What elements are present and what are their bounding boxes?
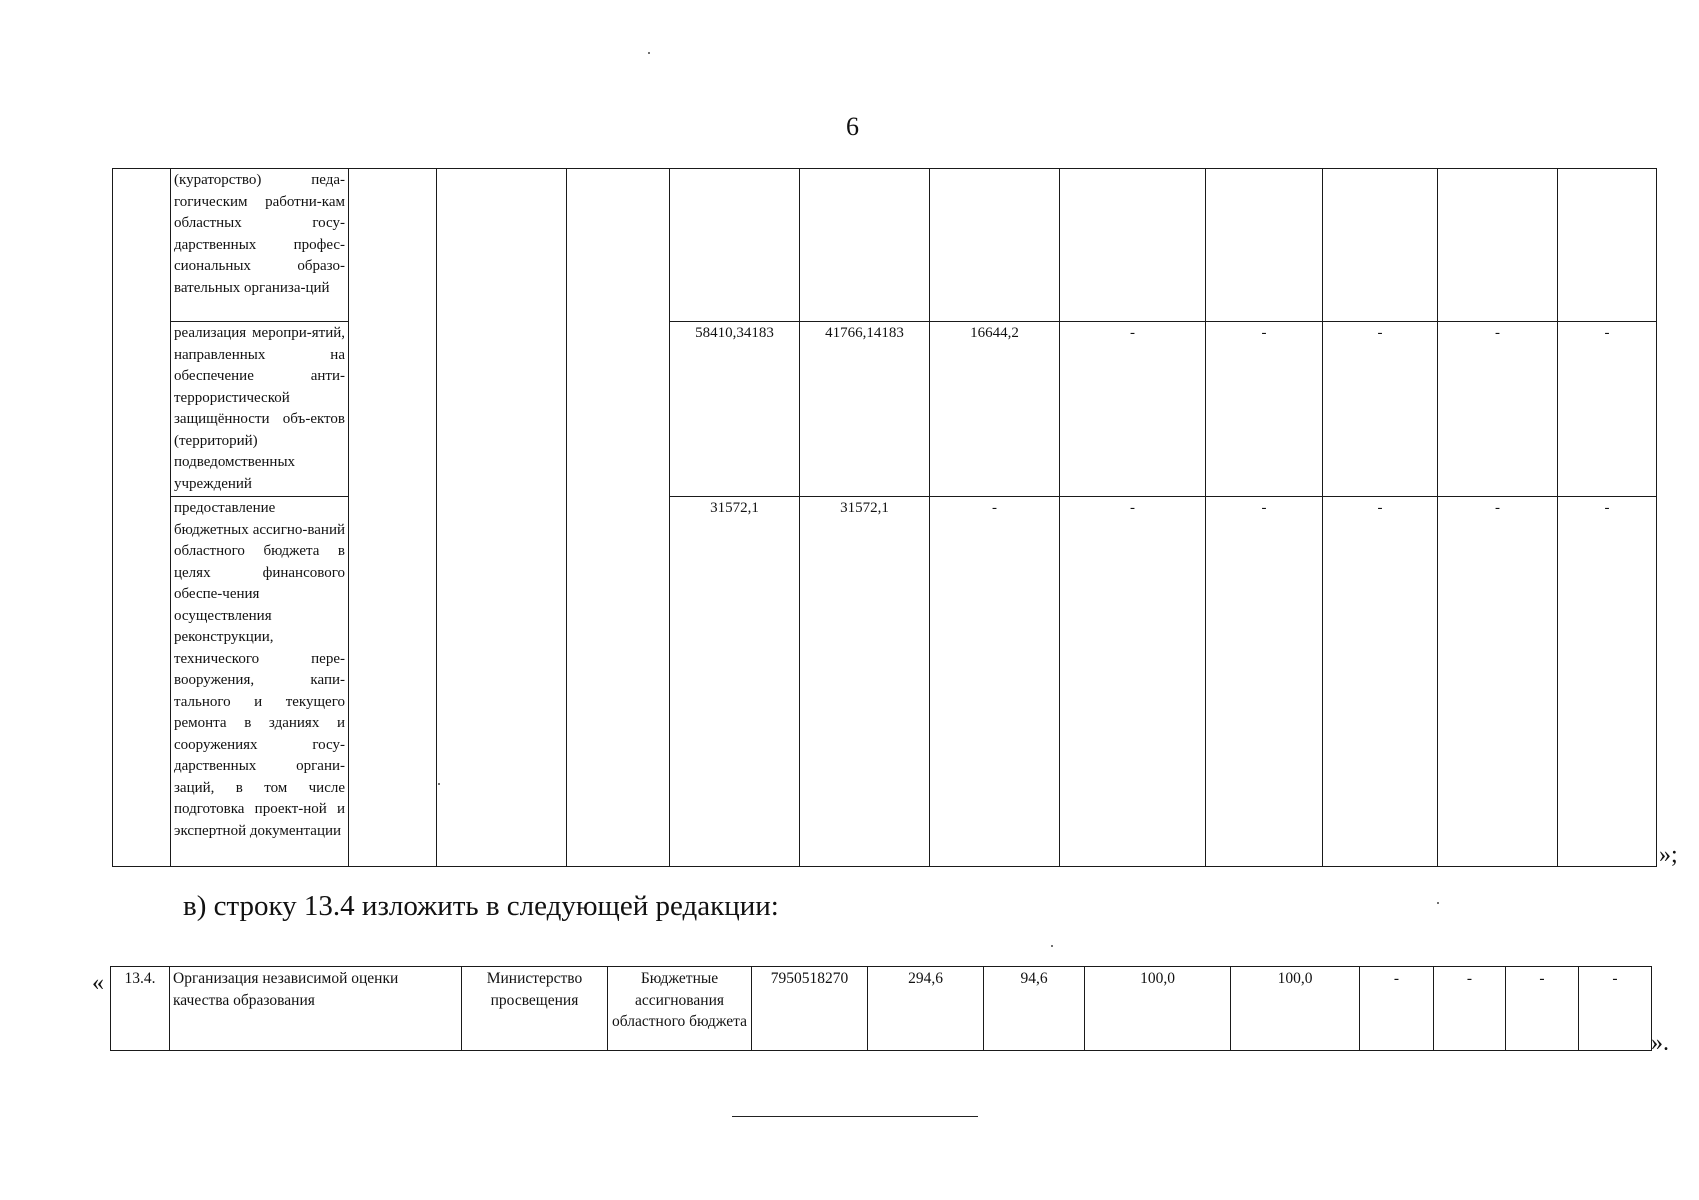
row-name: Организация независимой оценки качества образования	[170, 967, 462, 1051]
row-funding-source: Бюджетные ассигнования областного бюджета	[608, 967, 752, 1051]
value-cell	[1558, 169, 1657, 322]
row-number: 13.4.	[111, 967, 170, 1051]
value-cell	[930, 169, 1060, 322]
opening-quote-mark: «	[92, 970, 104, 996]
row-description: (кураторство) педа-гогическим работни-кам областных госу-дарственных профес-сиональных образо-вательных организа-ций	[171, 169, 349, 322]
table-row	[111, 967, 1652, 1051]
value-cell: -	[1060, 322, 1206, 497]
value-cell: -	[1558, 497, 1657, 867]
source-cell	[437, 169, 567, 867]
row-year-value: 100,0	[1231, 967, 1360, 1051]
value-cell: 16644,2	[930, 322, 1060, 497]
row-13-4-table	[110, 966, 1652, 1051]
scan-dot	[1437, 902, 1439, 904]
value-cell	[800, 169, 930, 322]
value-cell: -	[930, 497, 1060, 867]
row-year-value: -	[1434, 967, 1506, 1051]
value-cell: -	[1206, 322, 1323, 497]
scan-dot	[1051, 945, 1053, 947]
value-cell: 31572,1	[800, 497, 930, 867]
continued-budget-table	[112, 168, 1657, 867]
value-cell: -	[1323, 322, 1438, 497]
row-total: 294,6	[868, 967, 984, 1051]
value-cell: -	[1060, 497, 1206, 867]
amendment-instruction: в) строку 13.4 изложить в следующей редакции:	[183, 890, 779, 922]
row-description: предоставление бюджетных ассигно-ваний областного бюджета в целях финансового обеспе-чения осуществления реконструкции, технического пере-вооружения, капи-тального и текущего ремонта в зданиях и сооружениях госу-дарственных органи-заций, в том числе подготовка проект-ной и экспертной документации	[171, 497, 349, 867]
value-cell	[1206, 169, 1323, 322]
table-row	[113, 497, 1657, 867]
row-year-value: -	[1360, 967, 1434, 1051]
row-year-value: 94,6	[984, 967, 1085, 1051]
value-cell: -	[1558, 322, 1657, 497]
value-cell	[1060, 169, 1206, 322]
closing-quote-mark: ».	[1651, 1030, 1669, 1056]
row-budget-code: 7950518270	[752, 967, 868, 1051]
value-cell	[670, 169, 800, 322]
value-cell: -	[1438, 322, 1558, 497]
value-cell: 41766,14183	[800, 322, 930, 497]
row-year-value: -	[1579, 967, 1652, 1051]
footer-rule	[732, 1116, 978, 1117]
value-cell: 31572,1	[670, 497, 800, 867]
executor-cell	[349, 169, 437, 867]
row-year-value: 100,0	[1085, 967, 1231, 1051]
value-cell: 58410,34183	[670, 322, 800, 497]
value-cell: -	[1206, 497, 1323, 867]
value-cell: -	[1323, 497, 1438, 867]
row-description: реализация меропри-ятий, направленных на обеспечение анти-террористической защищённости объ-ектов (территорий) подведомственных учреждений	[171, 322, 349, 497]
row-number-cell	[113, 169, 171, 867]
page-number: 6	[846, 112, 859, 141]
scan-dot	[648, 52, 650, 54]
row-year-value: -	[1506, 967, 1579, 1051]
closing-quote-mark: »;	[1659, 842, 1678, 868]
value-cell	[1323, 169, 1438, 322]
table-row	[113, 169, 1657, 322]
row-executor: Министерство просвещения	[462, 967, 608, 1051]
value-cell	[1438, 169, 1558, 322]
table-row	[113, 322, 1657, 497]
code-cell	[567, 169, 670, 867]
value-cell: -	[1438, 497, 1558, 867]
